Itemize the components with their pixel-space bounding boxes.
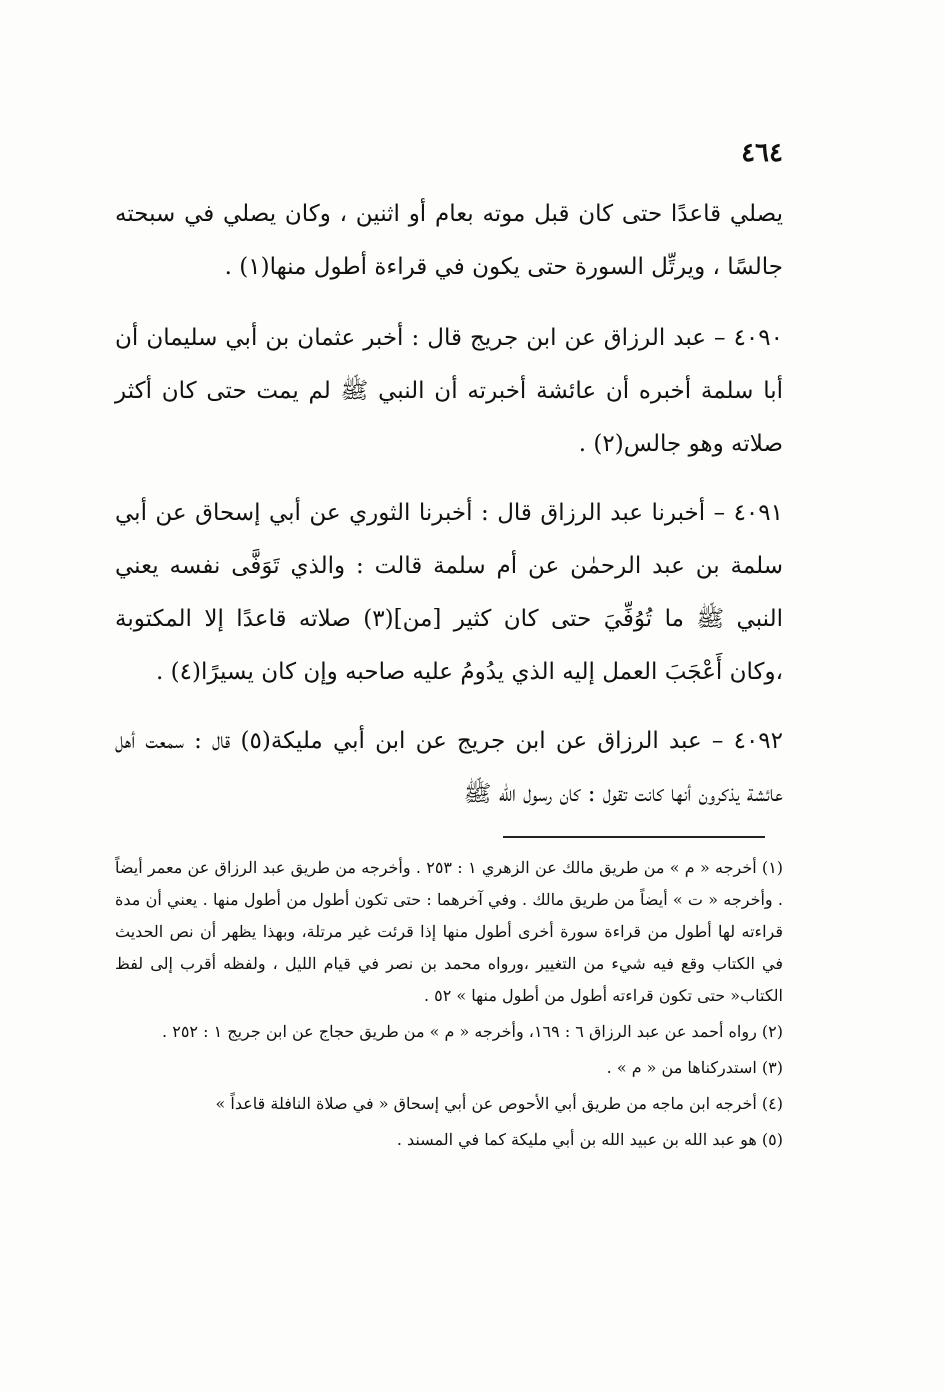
footnote-4: (٤) أخرجه ابن ماجه من طريق أبي الأحوص عن أبي إسحاق « في صلاة النافلة قاعداً » <box>215 1094 783 1113</box>
footnote-2: (٢) رواه أحمد عن عبد الرزاق ٦ : ١٦٩، وأخرجه « م » من طريق حجاج عن ابن جريج ١ : ٢٥٢ . <box>162 1022 783 1041</box>
hadith-4092-paragraph: ٤٠٩٢ – عبد الرزاق عن ابن جريج عن ابن أبي مليكة(٥) قال : سمعت أهل عائشة يذكرون أنها كانت تقول : كان رسول الله ﷺ <box>115 728 784 807</box>
hadith-4090-paragraph: ٤٠٩٠ – عبد الرزاق عن ابن جريج قال : أخبر عثمان بن أبي سليمان أن أبا سلمة أخبره أن عائشة أخبرته أن النبي ﷺ لم يمت حتى كان أكثر صلاته وهو جالس(٢) . <box>115 325 783 457</box>
footnote-3: (٣) استدركناها من « م » . <box>606 1058 783 1077</box>
footnote-5: (٥) هو عبد الله بن عبيد الله بن أبي مليكة كما في المسند . <box>396 1130 783 1149</box>
hadith-continuation-paragraph: يصلي قاعدًا حتى كان قبل موته بعام أو اثنين ، وكان يصلي في سبحته جالسًا ، ويرتِّل السورة حتى يكون في قراءة أطول منها(١) . <box>115 201 783 280</box>
hadith-4091-paragraph: ٤٠٩١ – أخبرنا عبد الرزاق قال : أخبرنا الثوري عن أبي إسحاق عن أبي سلمة بن عبد الرحمٰن عن أم سلمة قالت : والذي تَوَفَّى نفسه يعني النبي ﷺ ما تُوُفِّيَ حتى كان كثير [من](٣) صلاته قاعدًا إلا المكتوبة ،وكان أَعْجَبَ العمل إليه الذي يدُومُ عليه صاحبه وإن كان يسيرًا(٤) . <box>115 500 783 685</box>
page-number: ٤٦٤ <box>741 138 783 168</box>
main-text-body <box>115 188 783 837</box>
footnote-1: (١) أخرجه « م » من طريق مالك عن الزهري ١ : ٢٥٣ . وأخرجه من طريق عبد الرزاق عن معمر أيضاً . وأخرجه « ت » أيضاً من طريق مالك . وفي آخرهما : حتى تكون أطول من أطول منها . يعني أن مدة قراءته لها أطول من قراءة سورة أخرى أطول منها إذا قرئت غير مرتلة، وبهذا يظهر أن نص الحديث في الكتاب وقع فيه شيء من التغيير ،ورواه محمد بن نصر في قيام الليل ، ولفظه أقرب إلى لفظ الكتاب« حتى تكون قراءته أطول من أطول منها » ٥٢ . <box>115 858 784 1005</box>
footnote-divider <box>503 836 765 838</box>
footnotes-section <box>115 852 783 1160</box>
